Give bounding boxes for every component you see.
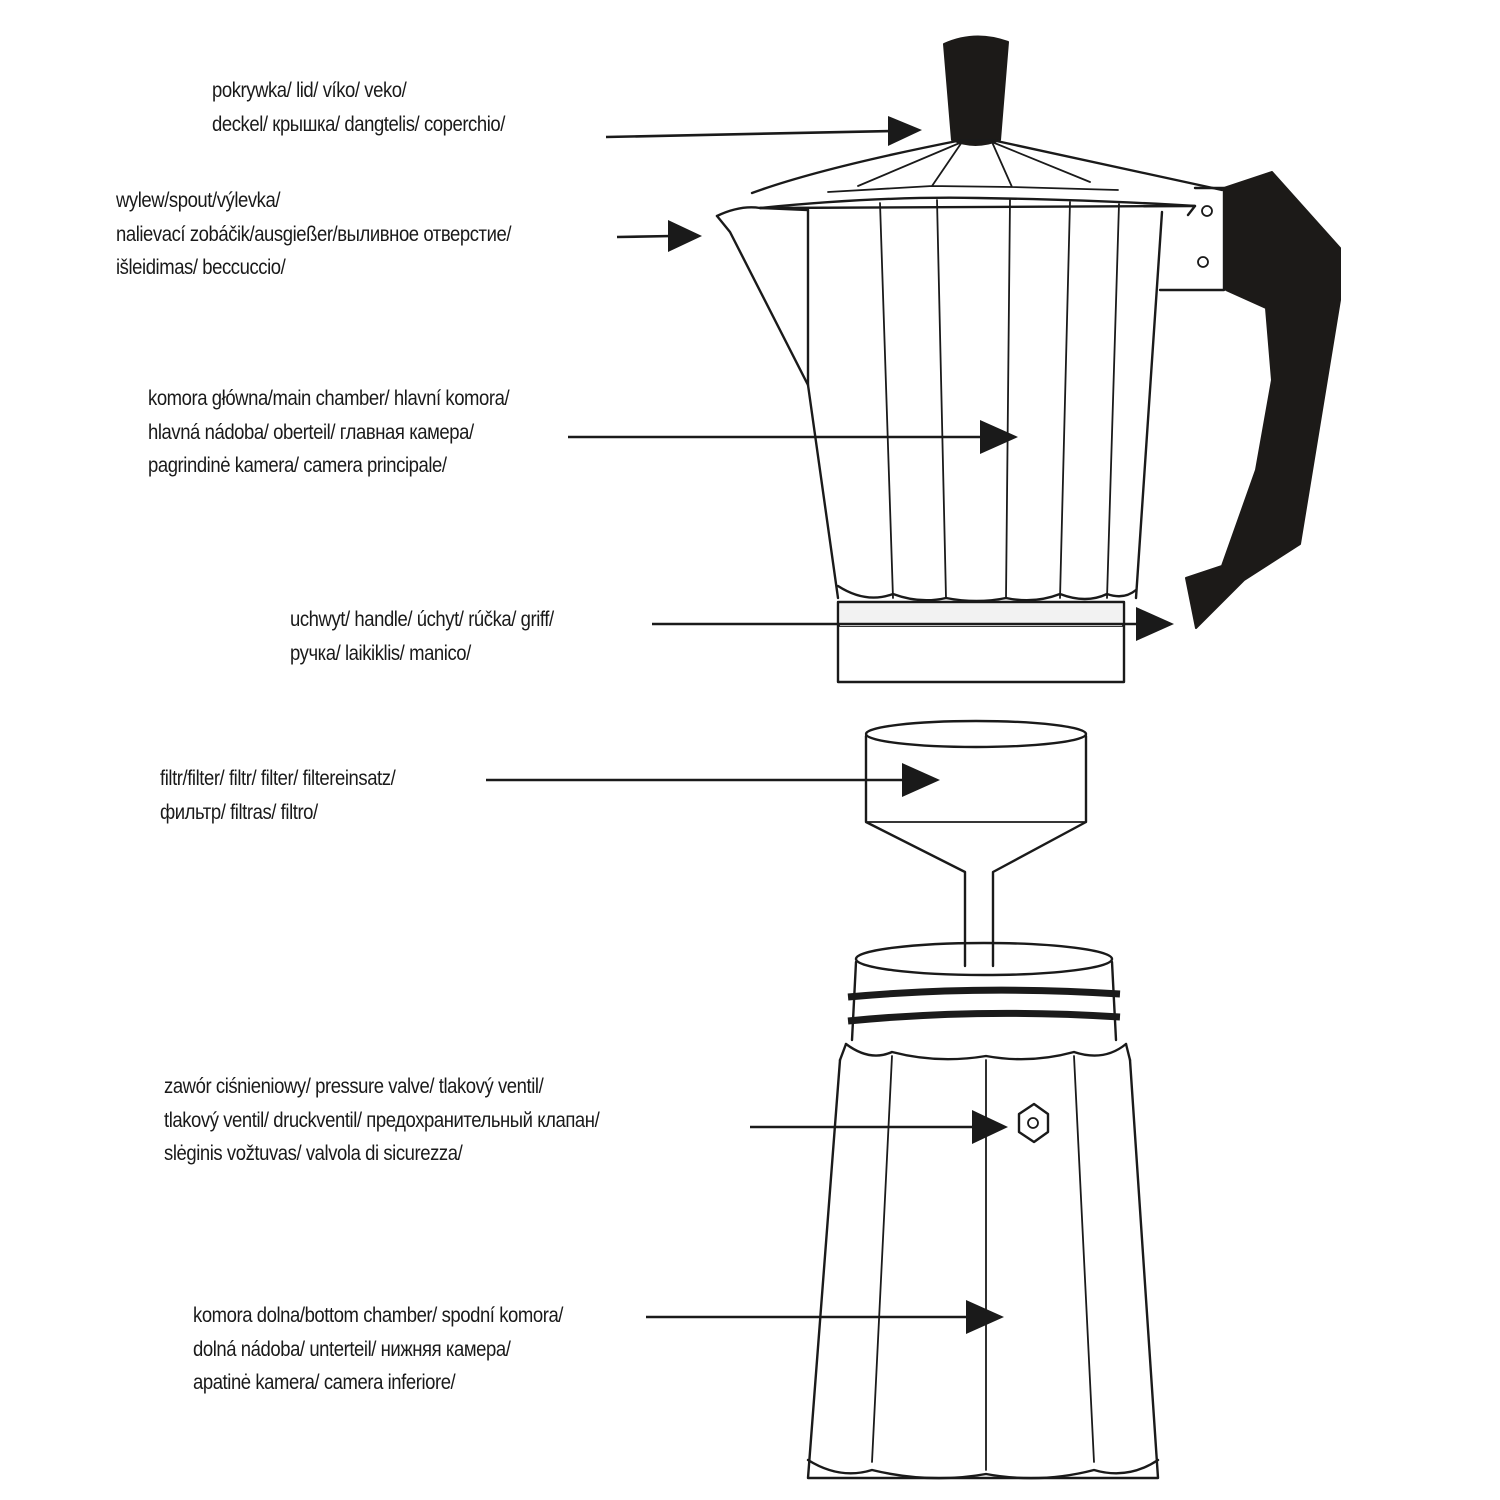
label-bottom-chamber [193, 1299, 563, 1400]
label-pressure-valve [164, 1070, 599, 1171]
arrow-pressure-valve [750, 1110, 1008, 1144]
arrow-bottom-chamber [646, 1300, 1004, 1334]
bottom-chamber-shoulder [840, 1044, 1130, 1060]
pressure-valve-center [1028, 1118, 1038, 1128]
pressure-valve-hex [1019, 1104, 1048, 1142]
label-line: apatinė kamera/ camera inferiore/ [193, 1370, 456, 1394]
label-lid [212, 74, 505, 141]
label-line: фильтр/ filtras/ filtro/ [160, 799, 318, 824]
arrow-lid [606, 116, 922, 146]
label-filter [160, 762, 395, 829]
filter-cup [866, 736, 1086, 966]
label-line: filtr/filter/ filtr/ filter/ filtereinsatz/ [160, 766, 396, 790]
hinge-rivet-top [1202, 206, 1212, 216]
handle-shape [1186, 172, 1340, 628]
label-line: išleidimas/ beccuccio/ [116, 255, 286, 279]
label-line: tlakový ventil/ druckventil/ предохранительный клапан/ [164, 1107, 600, 1132]
label-line: dolná nádoba/ unterteil/ нижняя камера/ [193, 1336, 511, 1361]
label-handle [290, 603, 554, 670]
label-line: hlavná nádoba/ oberteil/ главная камера/ [148, 419, 474, 444]
label-line: wylew/spout/výlevka/ [116, 188, 281, 212]
label-main-chamber [148, 382, 509, 483]
label-line: slėginis vožtuvas/ valvola di sicurezza/ [164, 1141, 463, 1165]
label-line: ручка/ laikiklis/ manico/ [290, 640, 471, 665]
label-line: uchwyt/ handle/ úchyt/ rúčka/ griff/ [290, 607, 554, 631]
arrow-filter [486, 763, 940, 797]
bottom-chamber-neck [852, 962, 1116, 1040]
lid-facets [828, 142, 1118, 192]
arrow-spout [617, 220, 702, 252]
filter-drawing [866, 721, 1086, 966]
spout-outline [717, 216, 808, 385]
hinge-rivet-bottom [1198, 257, 1208, 267]
bottom-chamber-top-rim [856, 943, 1112, 975]
label-line: pokrywka/ lid/ víko/ veko/ [212, 78, 407, 102]
bottom-chamber-drawing [808, 943, 1158, 1478]
arrow-main-chamber [568, 420, 1018, 454]
label-line: komora główna/main chamber/ hlavní komora/ [148, 386, 510, 410]
main-chamber-scallops [838, 586, 1136, 601]
bottom-chamber-scallops [808, 1460, 1158, 1478]
lid-knob [944, 36, 1008, 145]
label-line: nalievací zobáčik/ausgießer/выливное отверстие/ [116, 221, 512, 246]
label-line: pagrindinė kamera/ camera principale/ [148, 453, 447, 477]
thread-ring-2 [848, 1013, 1120, 1021]
bottom-chamber-top-scallops [846, 1044, 1126, 1059]
filter-rim [866, 721, 1086, 747]
label-spout [116, 184, 511, 285]
label-line: komora dolna/bottom chamber/ spodní komora/ [193, 1303, 564, 1327]
label-line: zawór ciśnieniowy/ pressure valve/ tlakový ventil/ [164, 1074, 544, 1098]
main-chamber-facets [880, 200, 1119, 598]
lid-body [752, 140, 1222, 193]
thread-ring-1 [848, 990, 1120, 997]
label-line: deckel/ крышка/ dangtelis/ coperchio/ [212, 111, 505, 136]
lid-rim [760, 206, 1195, 208]
